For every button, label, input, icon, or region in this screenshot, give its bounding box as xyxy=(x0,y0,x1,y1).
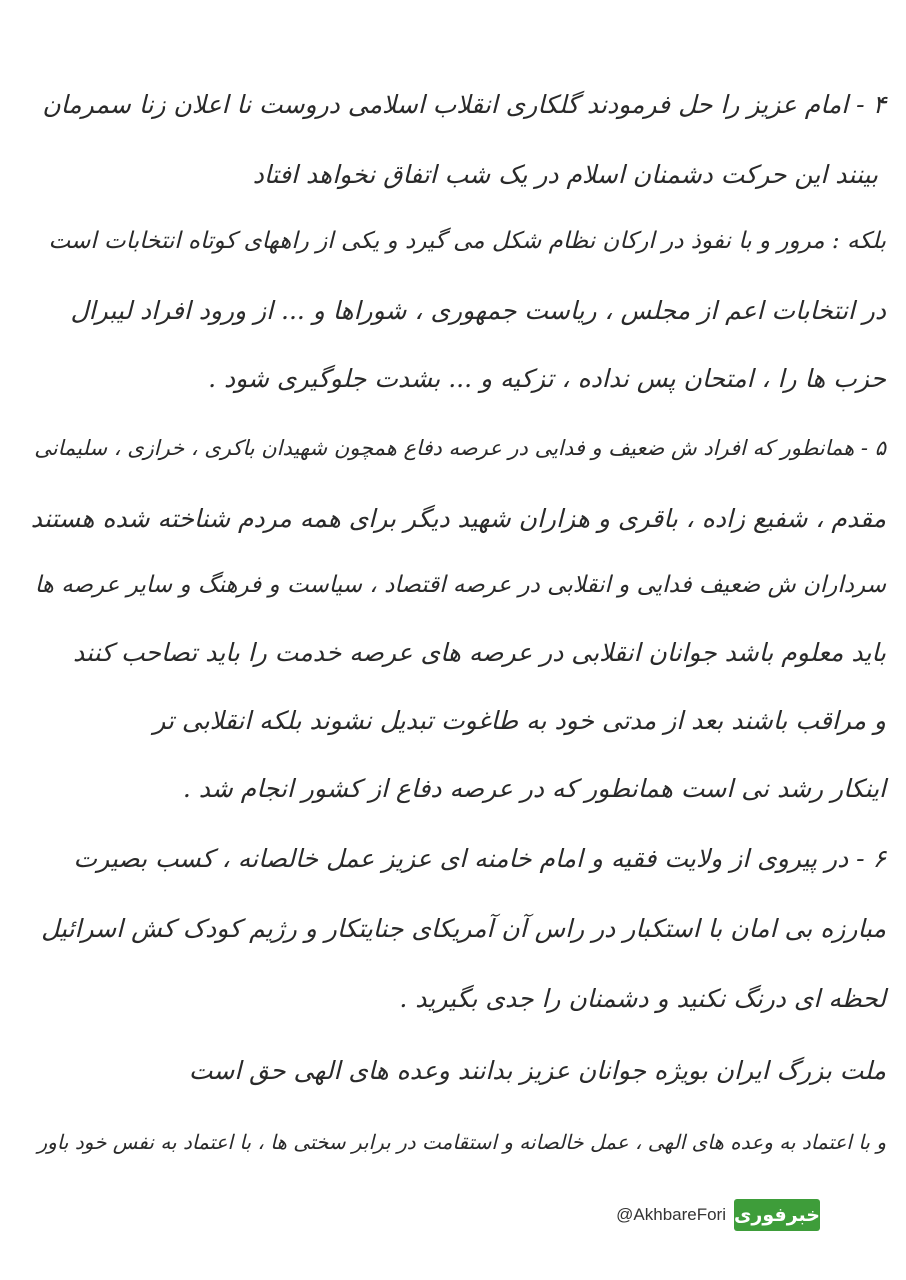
khabar-fori-logo xyxy=(734,1199,820,1231)
letter-line: اینکار رشد نی است همانطور که در عرصه دفاع از کشور انجام شد . xyxy=(182,774,886,803)
letter-line: ملت بزرگ ایران بویژه جوانان عزیز بدانند وعده های الهی حق است xyxy=(188,1056,886,1085)
letter-line: بینند این حرکت دشمنان اسلام در یک شب اتفاق نخواهد افتاد xyxy=(252,160,878,189)
letter-line: ۵ - همانطور که افراد ش ضعیف و فدایی در عرصه دفاع همچون شهیدان باکری ، خرازی ، سلیمانی xyxy=(34,436,886,460)
letter-line: باید معلوم باشد جوانان انقلابی در عرصه های عرصه خدمت را باید تصاحب کنند xyxy=(72,638,886,667)
letter-line: ۶ - در پیروی از ولایت فقیه و امام خامنه ای عزیز عمل خالصانه ، کسب بصیرت xyxy=(73,844,886,873)
letter-line: مبارزه بی امان با استکبار در راس آن آمریکای جنایتکار و رژیم کودک کش اسرائیل xyxy=(41,914,886,943)
logo-text: خبرفوری xyxy=(734,1204,820,1226)
letter-line: حزب ها را ، امتحان پس نداده ، تزکیه و ... بشدت جلوگیری شود . xyxy=(208,364,886,393)
letter-line: ۴ - امام عزیز را حل فرمودند گلکاری انقلاب اسلامی دروست نا اعلان زنا سمرمان xyxy=(42,90,886,119)
source-watermark xyxy=(616,1198,820,1232)
letter-line: در انتخابات اعم از مجلس ، ریاست جمهوری ، شوراها و ... از ورود افراد لیبرال xyxy=(70,296,886,325)
letter-line: و با اعتماد به وعده های الهی ، عمل خالصانه و استقامت در برابر سختی ها ، با اعتماد به نفس خود باور xyxy=(37,1130,886,1154)
letter-line: لحظه ای درنگ نکنید و دشمنان را جدی بگیرید . xyxy=(399,984,886,1013)
letter-line: سرداران ش ضعیف فدایی و انقلابی در عرصه اقتصاد ، سیاست و فرهنگ و سایر عرصه ها xyxy=(34,572,886,598)
source-handle: @AkhbareFori xyxy=(616,1205,726,1224)
letter-line: مقدم ، شفیع زاده ، باقری و هزاران شهید دیگر برای همه مردم شناخته شده هستند xyxy=(30,504,886,533)
letter-line: و مراقب باشند بعد از مدتی خود به طاغوت تبدیل نشوند بلکه انقلابی تر xyxy=(153,706,886,735)
letter-line: بلکه : مرور و با نفوذ در ارکان نظام شکل می گیرد و یکی از راههای کوتاه انتخابات است xyxy=(48,228,886,254)
